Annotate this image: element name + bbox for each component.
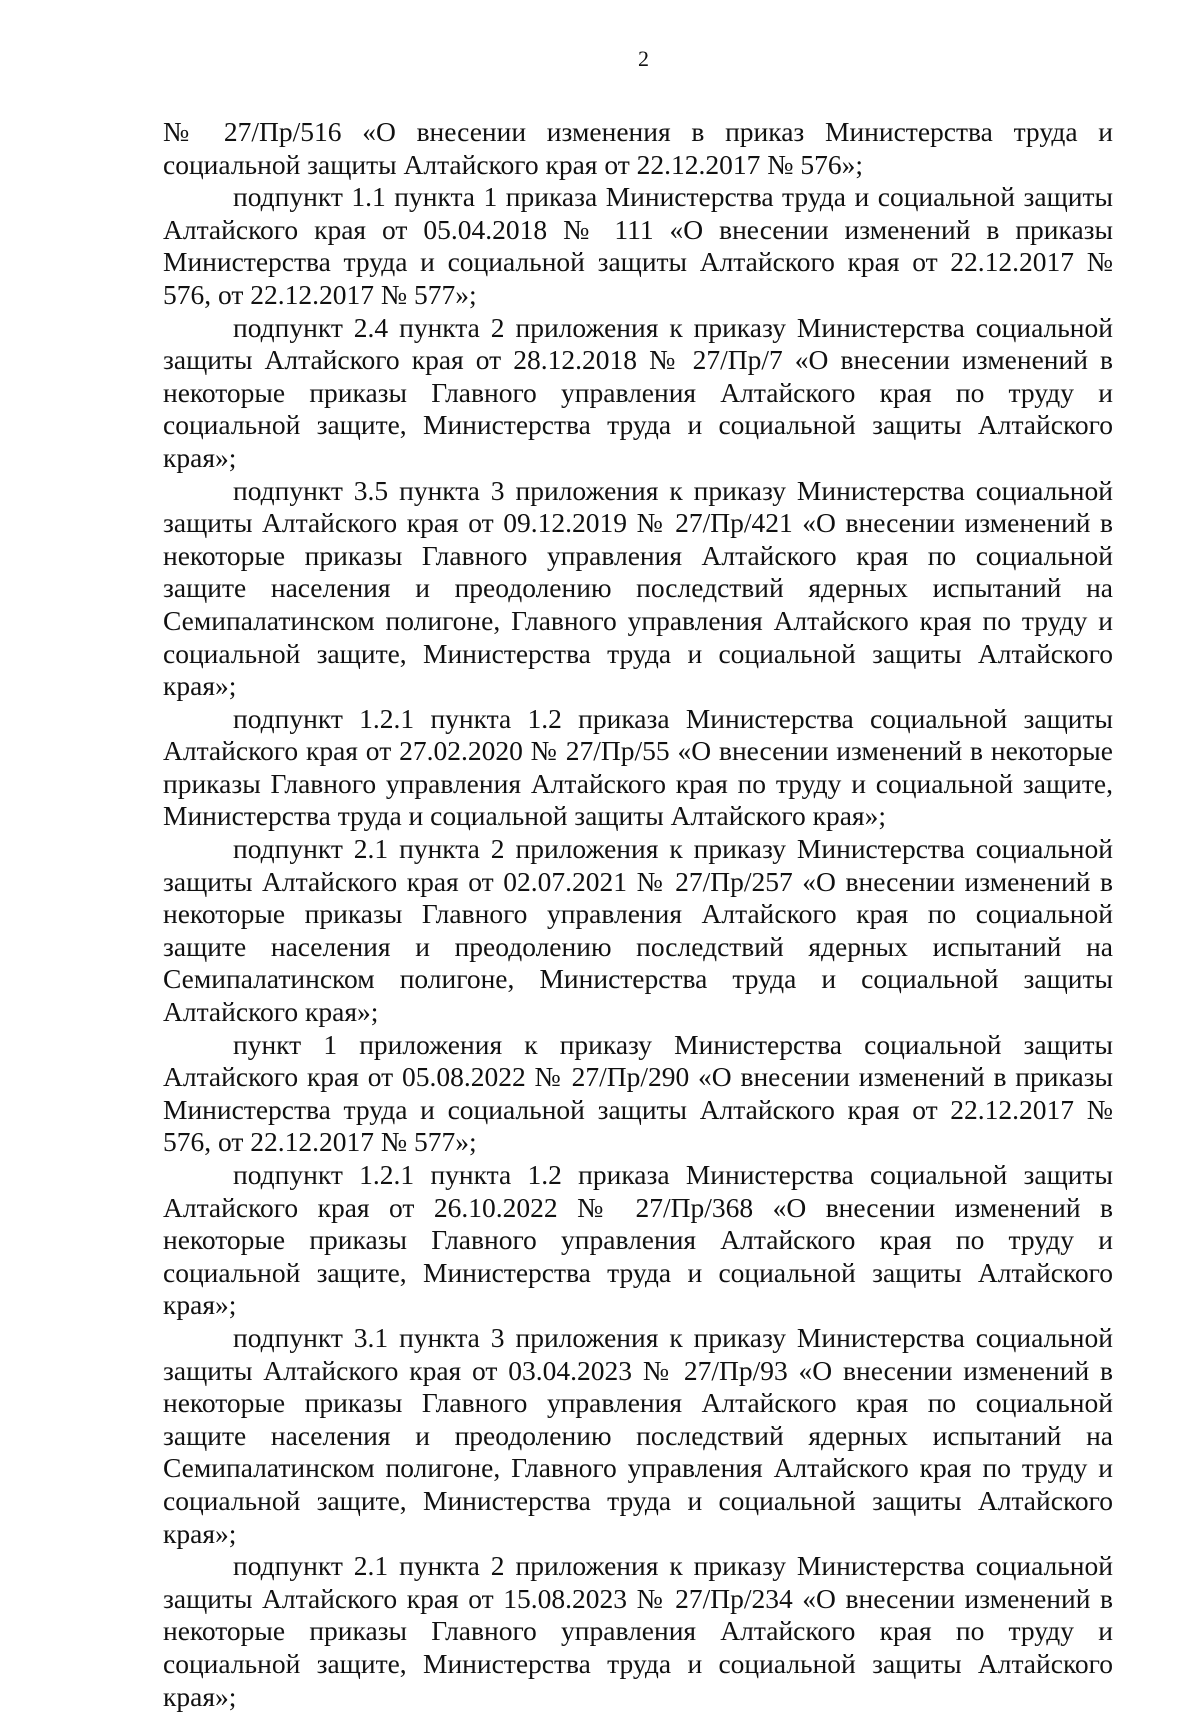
paragraph-4: подпункт 3.5 пункта 3 приложения к приказу Министерства социальной защиты Алтайского края от 09.12.2019 № 27/Пр/421 «О внесении изменений в некоторые приказы Главного управления Алтайского края по социальной защите населения и преодолению последствий ядерных испытаний на Семипалатинском полигоне, Главного управления Алтайского края по труду и социальной защите, Министерства труда и социальной защиты Алтайского края»; <box>163 474 1113 702</box>
paragraph-9: подпункт 3.1 пункта 3 приложения к приказу Министерства социальной защиты Алтайского края от 03.04.2023 № 27/Пр/93 «О внесении изменений в некоторые приказы Главного управления Алтайского края по социальной защите населения и преодолению последствий ядерных испытаний на Семипалатинском полигоне, Главного управления Алтайского края по труду и социальной защите, Министерства труда и социальной защиты Алтайского края»; <box>163 1321 1113 1549</box>
document-body <box>163 116 1113 1713</box>
paragraph-6: подпункт 2.1 пункта 2 приложения к приказу Министерства социальной защиты Алтайского края от 02.07.2021 № 27/Пр/257 «О внесении изменений в некоторые приказы Главного управления Алтайского края по социальной защите населения и преодолению последствий ядерных испытаний на Семипалатинском полигоне, Министерства труда и социальной защиты Алтайского края»; <box>163 833 1113 1028</box>
paragraph-1: № 27/Пр/516 «О внесении изменения в приказ Министерства труда и социальной защиты Алтайского края от 22.12.2017 № 576»; <box>163 116 1113 180</box>
page-number: 2 <box>638 46 649 71</box>
paragraph-2: подпункт 1.1 пункта 1 приказа Министерства труда и социальной защиты Алтайского края от 05.04.2018 № 111 «О внесении изменений в приказы Министерства труда и социальной защиты Алтайского края от 22.12.2017 № 576, от 22.12.2017 № 577»; <box>163 181 1113 310</box>
paragraph-3: подпункт 2.4 пункта 2 приложения к приказу Министерства социальной защиты Алтайского края от 28.12.2018 № 27/Пр/7 «О внесении изменений в некоторые приказы Главного управления Алтайского края по труду и социальной защите, Министерства труда и социальной защиты Алтайского края»; <box>163 311 1113 473</box>
paragraph-8: подпункт 1.2.1 пункта 1.2 приказа Министерства социальной защиты Алтайского края от 26.10.2022 № 27/Пр/368 «О внесении изменений в некоторые приказы Главного управления Алтайского края по труду и социальной защите, Министерства труда и социальной защиты Алтайского края»; <box>163 1159 1113 1321</box>
paragraph-7: пункт 1 приложения к приказу Министерства социальной защиты Алтайского края от 05.08.2022 № 27/Пр/290 «О внесении изменений в приказы Министерства труда и социальной защиты Алтайского края от 22.12.2017 № 576, от 22.12.2017 № 577»; <box>163 1028 1113 1158</box>
paragraph-10: подпункт 2.1 пункта 2 приложения к приказу Министерства социальной защиты Алтайского края от 15.08.2023 № 27/Пр/234 «О внесении изменений в некоторые приказы Главного управления Алтайского края по труду и социальной защите, Министерства труда и социальной защиты Алтайского края»; <box>163 1550 1113 1712</box>
paragraph-5: подпункт 1.2.1 пункта 1.2 приказа Министерства социальной защиты Алтайского края от 27.02.2020 № 27/Пр/55 «О внесении изменений в некоторые приказы Главного управления Алтайского края по труду и социальной защите, Министерства труда и социальной защиты Алтайского края»; <box>163 702 1113 832</box>
